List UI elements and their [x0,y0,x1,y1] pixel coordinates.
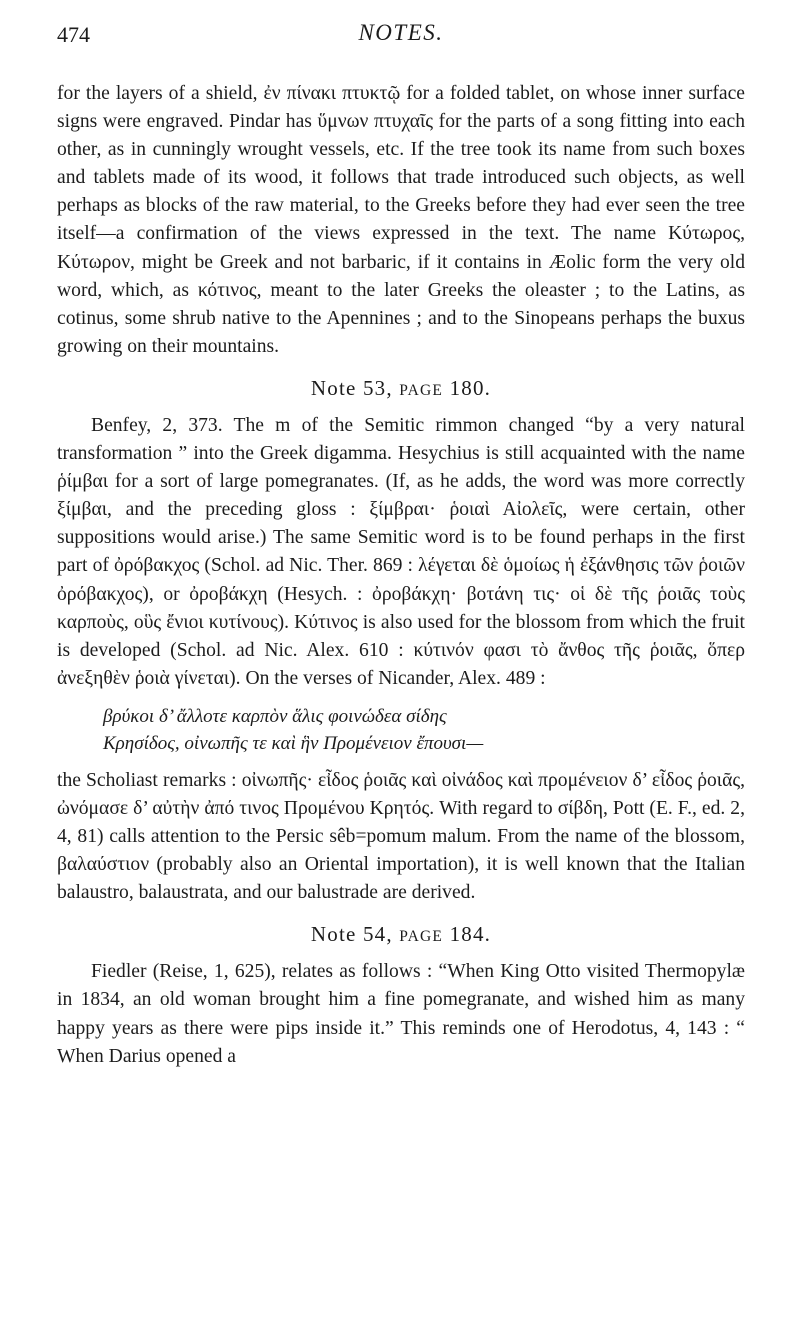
running-title: NOTES. [358,20,444,45]
continuation-paragraph: for the layers of a shield, ἐν πίνακι πτυκτῷ for a folded tablet, on whose inner surface signs were engraved. Pindar has ὕμνων πτυχαῖς for the parts of a song fitting into each other, as in cunningly wrought vessels, etc. If the tree took its name from such boxes and tablets made of its wood, it follows that trade introduced such objects, as well perhaps as blocks of the raw material, to the Greeks before they had ever seen the tree itself—a confirmation of the views expressed in the text. The name Κύτωρος, Κύτωρον, might be Greek and not barbaric, if it contains in Æolic form the very old word, which, as κότινος, meant to the later Greeks the oleaster ; to the Latins, as cotinus, some shrub native to the Apennines ; and to the Sinopeans perhaps the buxus growing on their mountains. [57,83,745,357]
running-head [57,0,745,80]
note-53-page-word: PAGE [399,381,444,399]
quote-line-1: βρύκοι δ’ ἄλλοτε καρπὸν ἅλις φοινώδεα σίδης [103,705,447,727]
note-54-heading [57,922,745,947]
note-53-label: Note 53, [310,375,393,400]
note-54-page-word: PAGE [399,928,444,946]
page-number: 474 [57,22,90,47]
note-53-paragraph-1: Benfey, 2, 373. The m of the Semitic rimmon changed “by a very natural transformation ” into the Greek digamma. Hesychius is still acquainted with the name ῥίμβαι for a sort of large pomegranates. (If, as he adds, the word was more correctly ξίμβαι, and the preceding gloss : ξίμβραι· ῥοιαὶ Αἰολεῖς, were certain, other suppositions would arise.) The same Semitic word is to be found perhaps in the first part of ὀρόβακχος (Schol. ad Nic. Ther. 869 : λέγεται δὲ ὁμοίως ἡ ἐξάνθησις τῶν ῥοιῶν ὀρόβακχος), or ὀροβάκχη (Hesych. : ὀροβάκχη· βοτάνη τις· οἱ δὲ τῆς ῥοιᾶς τοὺς καρποὺς, οὓς ἔνιοι κυτίνους). Κύτινος is also used for the blossom from which the fruit is developed (Schol. ad Nic. Alex. 610 : κύτινόν φασι τὸ ἄνθος τῆς ῥοιᾶς, ὅπερ ἀνεξηθὲν ῥοιὰ γίνεται). On the verses of Nicander, Alex. 489 : [57,414,745,689]
nicander-quote [103,703,745,757]
note-53-page-number: 180. [449,375,492,400]
note-53-paragraph-2: the Scholiast remarks : οἰνωπῆς· εἶδος ῥοιᾶς καὶ οἰνάδος καὶ προμένειον δ’ εἶδος ῥοιᾶς, ὠνόμασε δ’ αὐτὴν ἀπό τινος Προμένου Κρητός. With regard to σίβδη, Pott (E. F., ed. 2, 4, 81) calls attention to the Persic sêb=pomum malum. From the name of the blossom, βαλαύστιον (probably also an Oriental importation), it is well known that the Italian balaustro, balaustrata, and our balustrade are derived. [57,769,745,904]
note-54-paragraph: Fiedler (Reise, 1, 625), relates as follows : “When King Otto visited Thermopylæ in 1834, an old woman brought him a fine pomegranate, and wished him as many happy years as there were pips inside it.” This reminds one of Herodotus, 4, 143 : “ When Darius opened a [57,961,745,1067]
note-54-label: Note 54, [310,922,393,947]
quote-line-2: Κρησίδος, οἰνωπῆς τε καὶ ἣν Προμένειον ἔπουσι— [103,732,484,754]
note-53-heading [57,376,745,401]
note-54-page-number: 184. [449,922,492,947]
